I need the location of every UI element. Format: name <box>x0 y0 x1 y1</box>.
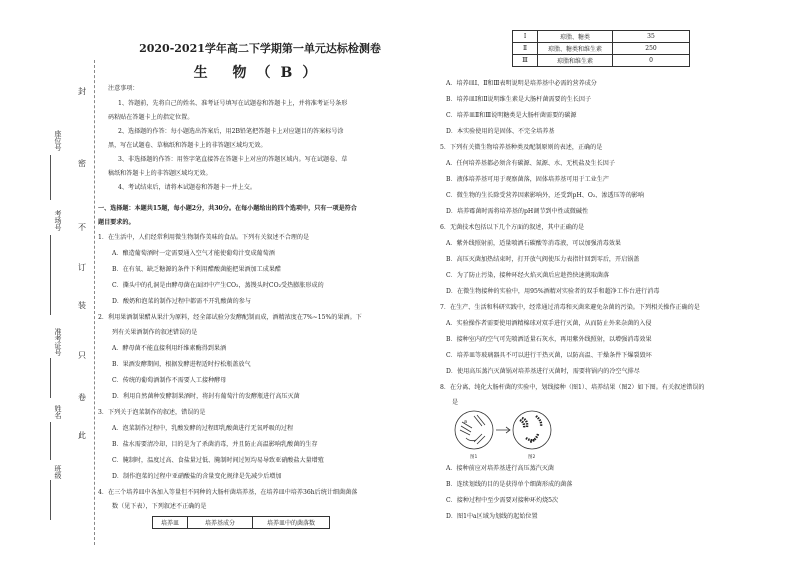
option-line: C．腌制时，温度过高、食盐量过低、腌制时间过短均易导致亚硝酸盐大量增殖 <box>112 457 324 464</box>
option-line: B．盐水需要清冷却，目的是为了杀菌消毒，并且防止高温影响乳酸菌的生存 <box>112 441 318 448</box>
name-label: 姓名 <box>54 405 62 419</box>
note-line: 1、答题前，先将自己的姓名、准考证号填写在试题卷和答题卡上，并将准考证号条形 <box>118 100 348 107</box>
option-line: B．果酒发酵期间，根据发酵进程适时拧松瓶盖放气 <box>112 361 251 368</box>
option-line: B．连续划线的目的是获得单个细菌形成的菌落 <box>446 481 573 488</box>
option-line: A．任何培养基都必须含有碳源、氮源、水、无机盐及生长因子 <box>446 160 615 167</box>
option-line: C．接种过程中至少需要对接种环灼烧5次 <box>446 497 559 504</box>
option-line: D．酸奶和泡菜的制作过程中都需不开乳酸菌的参与 <box>112 298 251 305</box>
question-line: 列有关果酒制作的叙述错误的是 <box>112 329 198 336</box>
question-line: 5．下列有关微生物培养基种类及配制原则的表述，正确的是 <box>440 144 603 151</box>
option-line: D．利用自然菌种发酵制果酒时，将封有葡萄汁的发酵瓶进行高压灭菌 <box>112 393 300 400</box>
figure1-label: 图1 <box>470 455 478 460</box>
exam-subject: 生 物（B） <box>193 65 327 81</box>
option-line: D．制作泡菜的过程中亚硝酸盐的含量变化规律是先减少后增加 <box>112 473 282 480</box>
question-line: 是 <box>452 399 459 406</box>
option-line: B．接种室内的空气可先喷洒适量石灰水，再用紫外线照射，以增强消毒效果 <box>446 336 652 343</box>
option-line: C．微生物的生长除受营养因素影响外，还受到pH、O₂、渗透压等的影响 <box>446 192 645 199</box>
table-header-cell: 培养皿 <box>153 517 188 529</box>
option-line: C．传统的葡萄酒制作不需要人工接种酵母 <box>112 377 227 384</box>
region-a-mark: a <box>464 419 468 425</box>
option-line: A．酵母菌不能直接利用纤维素酶得到果酒 <box>112 345 227 352</box>
seal-char: 订 <box>78 263 86 272</box>
note-line: 黑，写在试题卷、草稿纸和答题卡上的非答题区域均无效。 <box>108 142 267 149</box>
option-line: D．本实验使用的是固体、不完全培养基 <box>446 128 555 135</box>
option-line: C．培养皿Ⅱ和Ⅲ说明糖类是大肠杆菌需要的碳源 <box>446 112 577 119</box>
note-line: 码粘贴在答题卡上的指定位置。 <box>108 114 194 121</box>
seal-char: 只 <box>78 351 86 360</box>
question-line: 6．无菌技术包括以下几个方面的叙述，其中正确的是 <box>440 224 585 231</box>
seal-char: 卷 <box>78 393 86 402</box>
option-line: B．高压灭菌加热结束时，打开放气阀使压力表指针回到零后，开启锅盖 <box>446 256 640 263</box>
option-line: A．实验操作者需要使用酒精棉球对双手进行灭菌，从而防止外来杂菌的入侵 <box>446 320 652 327</box>
table-row: Ⅲ 琼脂和维生素 0 <box>513 55 690 67</box>
option-line: B．在有氧、缺乏糖源的条件下利用醋酸菌能把果酒加工成果醋 <box>112 266 282 273</box>
option-line: A．泡菜制作过程中，乳酸发酵的过程即乳酸菌进行无氧呼吸的过程 <box>112 425 294 432</box>
note-line: 3、非选择题的作答：用签字笔直接答在答题卡上对应的答题区域内。写在试题卷、草 <box>118 156 348 163</box>
option-line: B．培养皿Ⅰ和Ⅱ说明维生素是大肠杆菌需要的生长因子 <box>446 96 592 103</box>
table-row: Ⅱ 琼脂、糖类和维生素 250 <box>513 43 690 55</box>
exam-title: 2020-2021学年高二下学期第一单元达标检测卷 <box>139 42 381 55</box>
option-line: B．液体培养基可用于观察菌落，固体培养基可用于工业生产 <box>446 176 609 183</box>
streak-plate-figure <box>452 408 562 462</box>
note-line: 4、考试结束后，请将本试题卷和答题卡一并上交。 <box>118 184 256 191</box>
table-header-cell: 培养皿中的菌落数 <box>253 517 330 529</box>
note-line: 稿纸和答题卡上的非答题区域均无效。 <box>108 170 212 177</box>
seal-char: 密 <box>78 159 86 168</box>
seal-char: 不 <box>78 223 86 232</box>
admission-number-label: 准考证号 <box>54 328 62 356</box>
seal-char: 装 <box>78 301 86 310</box>
seal-char: 封 <box>78 87 86 96</box>
question-line: 3．下列关于泡菜制作的叙述，错误的是 <box>98 409 206 416</box>
class-label: 班级 <box>54 465 62 479</box>
figure2-label: 图2 <box>528 455 536 460</box>
figure1-plate <box>455 411 493 449</box>
option-line: A．酿造葡萄酒时一定需要通入空气才能使葡萄汁变成葡萄酒 <box>112 250 275 257</box>
option-line: A．接种前应对培养基进行高压蒸汽灭菌 <box>446 465 554 472</box>
question-line: 1．在生活中，人们经常利用微生物制作美味的食品。下列有关叙述不合理的是 <box>98 234 310 241</box>
table-row: Ⅰ 琼脂、糖类 35 <box>513 31 690 43</box>
option-line: D．图1中a区域为划线的起始位置 <box>446 513 538 520</box>
question-line: 7．在生产、生活和科研实践中，经常通过消毒和灭菌来避免杂菌的污染。下列相关操作正确的是 <box>440 304 700 311</box>
option-line: C．撕头中的孔洞是由酵母菌在面团中产生CO₂，蒸馒头时CO₂受热膨胀形成的 <box>112 282 324 289</box>
option-line: D．在微生物接种的实验中，用95%酒精对实验者的双手和超净工作台进行消毒 <box>446 288 660 295</box>
option-line: D．使用高压蒸汽灭菌锅对培养基进行灭菌时，需要将锅内的冷空气排尽 <box>446 368 640 375</box>
arrow-icon <box>496 427 510 433</box>
question-line: 数（见下表），下列叙述不正确的是 <box>112 503 207 510</box>
exam-room-label: 考场号 <box>54 210 62 231</box>
option-line: C．为了防止污染，接种环经火焰灭菌后应趁热快速挑取菌落 <box>446 272 610 279</box>
figure2-plate <box>513 411 551 449</box>
table-header-cell: 培养基成分 <box>188 517 253 529</box>
question-line: 8．在分离、纯化大肠杆菌的实验中，划线接种（图1）、培养结果（图2）如下图。有关叙述错误的 <box>440 384 705 391</box>
seat-number-label: 座位号 <box>54 130 62 151</box>
notes-heading: 注意事项： <box>108 85 139 92</box>
option-line: D．培养霉菌时需将培养基的pH调节到中性或微碱性 <box>446 208 589 215</box>
option-line: A．紫外线照射前，适量喷洒石碳酸等消毒液，可以加强消毒效果 <box>446 240 622 247</box>
section-heading-cont: 题目要求的。 <box>98 219 135 226</box>
option-line: A．培养皿Ⅰ、Ⅱ和Ⅲ表明说明是培养基中必需的营养成分 <box>446 80 597 87</box>
section-heading: 一、选择题：本题共15题，每小题2分，共30分。在每小题给出的四个选项中，只有一项是符合 <box>98 205 357 212</box>
seal-char: 此 <box>78 431 86 440</box>
question-line: 2．利用果酒制果醋从果汁为原料，经全部试验分发酵配制而成，酒精浓度在7%~15%的果酒。下 <box>98 314 362 321</box>
question-line: 4．在三个培养皿中各加入等量但不同种的大肠杆菌培养基，在培养皿中培养36h后统计细菌菌落 <box>98 489 358 496</box>
option-line: C．培养皿等玻璃器具不可以进行干热灭菌，以防高温、干燥条件下爆裂毁坏 <box>446 352 652 359</box>
note-line: 2、选择题的作答：每小题选出答案后，用2B铅笔把答题卡上对应题目的答案标号涂 <box>118 128 344 135</box>
